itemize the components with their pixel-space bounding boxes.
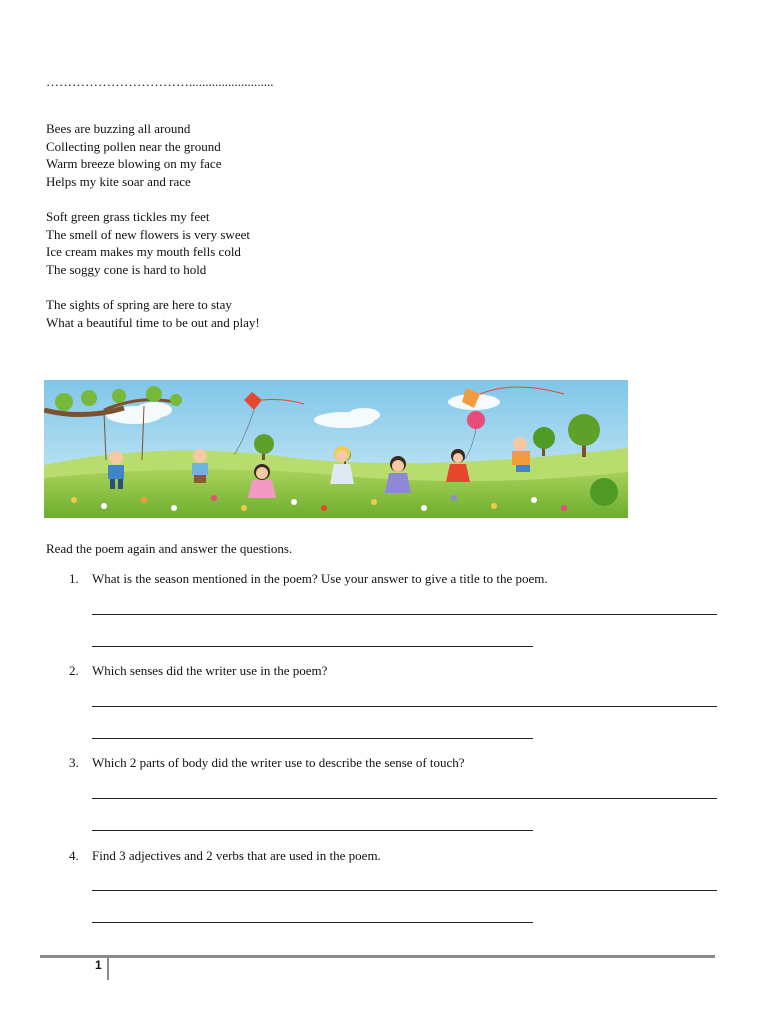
question-number: 4. <box>69 848 79 863</box>
page-number: 1 <box>95 958 102 972</box>
question-text: Which senses did the writer use in the poem? <box>92 663 328 678</box>
question-number: 2. <box>69 663 79 678</box>
question-text: Find 3 adjectives and 2 verbs that are used in the poem. <box>92 848 381 863</box>
answer-line[interactable] <box>92 890 717 891</box>
poem-line: The soggy cone is hard to hold <box>46 261 207 277</box>
question-number: 1. <box>69 571 79 586</box>
spring-meadow-illustration <box>44 380 628 518</box>
question-number: 3. <box>69 755 79 770</box>
poem-line: Collecting pollen near the ground <box>46 138 221 154</box>
answer-line[interactable] <box>92 830 533 831</box>
answer-line[interactable] <box>92 922 533 923</box>
poem-line: Bees are buzzing all around <box>46 121 191 136</box>
poem-line: Warm breeze blowing on my face <box>46 156 222 172</box>
footer-rule <box>40 955 715 958</box>
answer-line[interactable] <box>92 706 717 707</box>
question-text: Which 2 parts of body did the writer use to describe the sense of touch? <box>92 755 465 770</box>
answer-line[interactable] <box>92 738 533 739</box>
poem-line: Soft green grass tickles my feet <box>46 208 210 224</box>
instructions: Read the poem again and answer the questions. <box>46 541 293 556</box>
poem-line: What a beautiful time to be out and play! <box>46 314 260 330</box>
answer-line[interactable] <box>92 614 717 615</box>
poem-line: The sights of spring are here to stay <box>46 296 232 312</box>
question-text: What is the season mentioned in the poem? Use your answer to give a title to the poem. <box>92 571 548 586</box>
poem-line: The smell of new flowers is very sweet <box>46 226 250 242</box>
answer-line[interactable] <box>92 646 533 647</box>
poem-line: Ice cream makes my mouth fells cold <box>46 244 241 260</box>
poem-stanza-1 <box>46 120 260 190</box>
poem-title-placeholder: …………………………….......................... <box>46 74 274 89</box>
poem-line: Helps my kite soar and race <box>46 173 191 189</box>
poem-stanza-3 <box>46 296 260 331</box>
answer-line[interactable] <box>92 798 717 799</box>
footer-divider <box>107 956 109 980</box>
poem-stanza-2 <box>46 208 260 278</box>
poem <box>46 120 260 349</box>
